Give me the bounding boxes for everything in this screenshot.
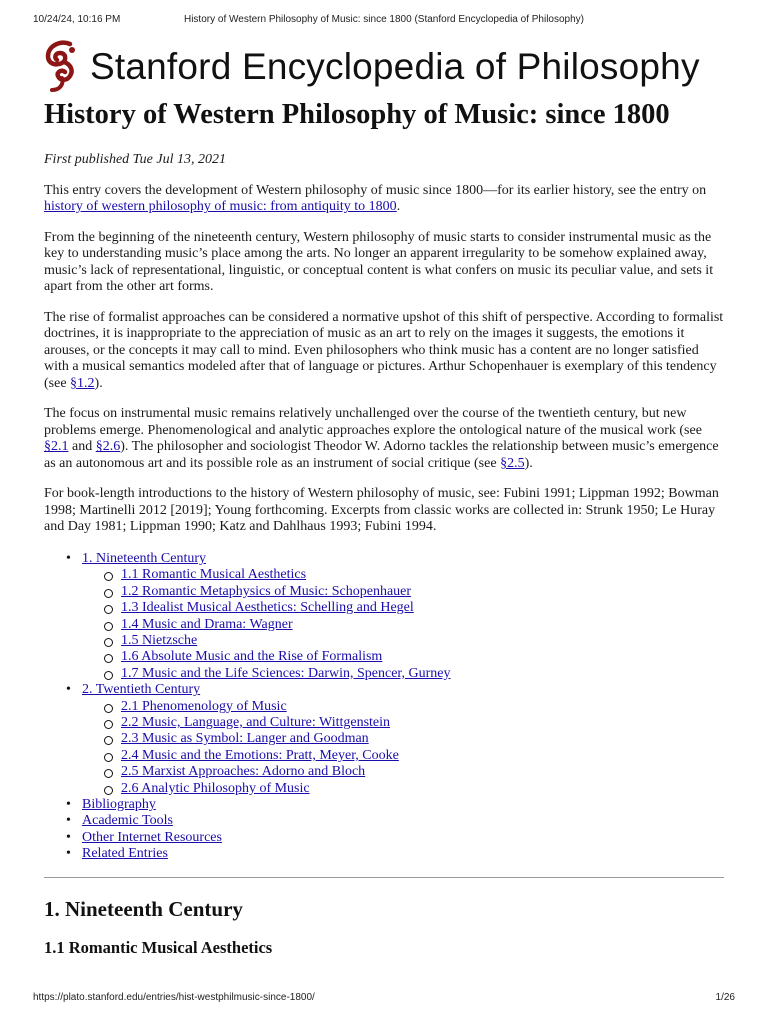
p3-text-end: ). <box>94 375 103 391</box>
toc-item <box>44 813 726 829</box>
toc-link-1-6[interactable]: 1.6 Absolute Music and the Rise of Formalism <box>121 649 383 665</box>
link-section-2-1[interactable]: §2.1 <box>44 439 69 455</box>
section-heading-nineteenth-century: 1. Nineteenth Century <box>44 896 243 921</box>
toc-link-2-6[interactable]: 2.6 Analytic Philosophy of Music <box>121 780 310 796</box>
p3-text: The rise of formalist approaches can be considered a normative upshot of this shift of perspective. According to formalist doctrines, it is inappropriate to the appreciation of music as an art to rely on the images it suggests, the emotions it arouses, or the concepts it may call to mind. Even philosophers who think music has a content are no longer satisfied with a musical semantics modeled after that of language or pictures. Arthur Schopenhauer is exemplary of this tendency (see <box>44 309 724 391</box>
toc-link-academic-tools[interactable]: Academic Tools <box>82 813 173 829</box>
toc-subitem <box>82 633 726 649</box>
print-page-title: History of Western Philosophy of Music: since 1800 (Stanford Encyclopedia of Philosophy) <box>183 14 584 25</box>
preamble-paragraph-2: From the beginning of the nineteenth century, Western philosophy of music starts to consider instrumental music as the key to understanding music’s place among the arts. No longer an apparent irregularity to be somehow explained away, music’s lack of representational, linguistic, or conceptual content is what confers on music its peculiar value, and sets it apart from the other art forms. <box>44 229 714 295</box>
toc-subitem <box>82 781 726 797</box>
toc-link-related-entries[interactable]: Related Entries <box>82 846 168 862</box>
toc-subitem <box>82 584 726 600</box>
toc-subitem <box>82 600 726 616</box>
print-footer <box>33 992 735 1006</box>
toc-item <box>44 551 726 682</box>
toc-subitem <box>82 666 726 682</box>
toc-item <box>44 682 726 797</box>
p4-text-4: ). <box>524 455 533 471</box>
toc-subitem <box>82 699 726 715</box>
toc-item <box>44 846 726 862</box>
entry-content <box>44 96 726 958</box>
preamble-paragraph-1 <box>44 183 726 216</box>
link-earlier-history[interactable]: history of western philosophy of music: from antiquity to 1800 <box>44 199 397 215</box>
toc-item <box>44 797 726 813</box>
publication-info: First published Tue Jul 13, 2021 <box>44 152 226 168</box>
preamble-paragraph-3 <box>44 310 726 393</box>
link-section-1-2[interactable]: §1.2 <box>70 375 95 391</box>
site-title[interactable]: Stanford Encyclopedia of Philosophy <box>90 45 700 87</box>
p4-text-2: and <box>68 439 96 455</box>
toc-link-1-2[interactable]: 1.2 Romantic Metaphysics of Music: Schopenhauer <box>121 583 412 599</box>
p4-text-1: The focus on instrumental music remains relatively unchallenged over the course of the twentieth century, but new problems emerge. Phenomenological and analytic approaches explore the ontological nature of the musical work (see <box>44 406 702 438</box>
preamble-paragraph-4 <box>44 406 726 472</box>
toc-subitem <box>82 715 726 731</box>
toc-subitem <box>82 748 726 764</box>
print-page-number: 1/26 <box>715 992 735 1003</box>
toc-link-2-5[interactable]: 2.5 Marxist Approaches: Adorno and Bloch <box>121 764 366 780</box>
section-divider <box>44 877 724 878</box>
print-header <box>33 14 735 30</box>
toc-link-1-5[interactable]: 1.5 Nietzsche <box>121 633 198 649</box>
preamble-paragraph-5: For book-length introductions to the history of Western philosophy of music, see: Fubini 1991; Lippman 1992; Bowman 1998; Martinelli 2012 [2019]; Young forthcoming. Excerpts from classic works are collected in: Strunk 1950; Le Huray and Day 1981; Lippman 1990; Katz and Dahlhaus 1993; Fubini 1994. <box>44 486 719 535</box>
print-date: 10/24/24, 10:16 PM <box>33 14 121 25</box>
toc-link-2-3[interactable]: 2.3 Music as Symbol: Langer and Goodman <box>121 731 369 747</box>
toc-link-section-2[interactable]: 2. Twentieth Century <box>82 682 201 698</box>
toc-subitem <box>82 764 726 780</box>
toc-link-bibliography[interactable]: Bibliography <box>82 797 156 813</box>
toc-link-2-1[interactable]: 2.1 Phenomenology of Music <box>121 698 287 714</box>
subsection-heading-romantic-aesthetics: 1.1 Romantic Musical Aesthetics <box>44 937 273 957</box>
toc-link-1-3[interactable]: 1.3 Idealist Musical Aesthetics: Schelling and Hegel <box>121 600 414 616</box>
print-url: https://plato.stanford.edu/entries/hist-westphilmusic-since-1800/ <box>33 992 315 1003</box>
toc-sublist <box>82 699 726 797</box>
toc-subitem <box>82 567 726 583</box>
toc-link-1-4[interactable]: 1.4 Music and Drama: Wagner <box>121 616 293 632</box>
toc-link-2-2[interactable]: 2.2 Music, Language, and Culture: Wittgenstein <box>121 715 391 731</box>
link-section-2-5[interactable]: §2.5 <box>500 455 525 471</box>
toc-link-1-7[interactable]: 1.7 Music and the Life Sciences: Darwin, Spencer, Gurney <box>121 665 451 681</box>
toc-subitem <box>82 649 726 665</box>
toc-link-section-1[interactable]: 1. Nineteenth Century <box>82 550 207 566</box>
link-section-2-6[interactable]: §2.6 <box>95 439 121 455</box>
table-of-contents <box>44 551 726 863</box>
p1-text: This entry covers the development of Western philosophy of music since 1800—for its earlier history, see the entry on <box>44 182 707 198</box>
toc-link-other-internet-resources[interactable]: Other Internet Resources <box>82 829 222 845</box>
p4-text-3: ). The philosopher and sociologist Theodor W. Adorno tackles the relationship between music’s emergence as an autonomous art and its possible role as an instrument of social critique (see <box>44 439 719 471</box>
toc-subitem <box>82 617 726 633</box>
toc-link-2-4[interactable]: 2.4 Music and the Emotions: Pratt, Meyer, Cooke <box>121 747 399 763</box>
p1-text-end: . <box>396 199 401 215</box>
toc-item <box>44 830 726 846</box>
sep-logo-icon[interactable] <box>40 38 84 94</box>
site-header[interactable] <box>40 36 700 96</box>
toc-subitem <box>82 731 726 747</box>
entry-title: History of Western Philosophy of Music: since 1800 <box>44 99 670 130</box>
toc-sublist <box>82 567 726 682</box>
toc-link-1-1[interactable]: 1.1 Romantic Musical Aesthetics <box>121 567 307 583</box>
